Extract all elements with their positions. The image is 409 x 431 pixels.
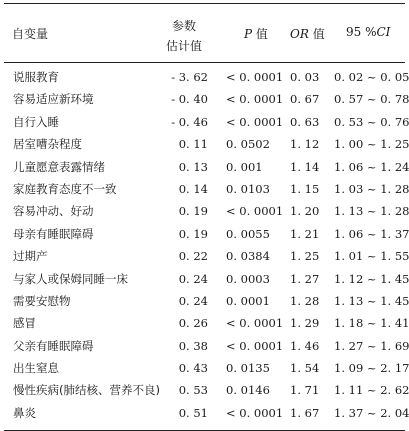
- table-row: [4, 245, 409, 267]
- cell-or-value: 1. 28: [290, 293, 320, 308]
- cell-ci: 1. 12 ~ 1. 45: [334, 271, 409, 286]
- table-row: [4, 357, 409, 379]
- cell-or-value: 0. 67: [290, 92, 320, 107]
- cell-variable: 出生窒息: [13, 361, 59, 376]
- cell-variable: 鼻炎: [13, 405, 36, 420]
- cell-ci: 1. 37 ~ 2. 04: [334, 405, 409, 420]
- header-p-suffix: 值: [255, 27, 268, 41]
- cell-or-value: 1. 54: [290, 361, 320, 376]
- header-ci: [346, 25, 390, 39]
- cell-variable: 与家人或保姆同睡一床: [13, 271, 128, 286]
- cell-or-value: 1. 15: [290, 181, 320, 196]
- cell-p-value: < 0. 0001: [226, 114, 284, 129]
- cell-or-value: 1. 25: [290, 249, 320, 264]
- cell-or-value: 0. 03: [290, 70, 320, 84]
- cell-p-value: < 0. 0001: [226, 204, 284, 219]
- header-variable: 自变量: [12, 27, 49, 41]
- header-estimate: [164, 16, 204, 56]
- cell-variable: 家庭教育态度不一致: [13, 181, 117, 196]
- cell-estimate: 0. 19: [178, 204, 208, 219]
- cell-or-value: 1. 46: [290, 338, 320, 353]
- cell-variable: 过期产: [13, 249, 48, 264]
- cell-variable: 容易冲动、好动: [13, 204, 94, 219]
- cell-variable: 居室嘈杂程度: [13, 137, 82, 152]
- cell-variable: 感冒: [13, 316, 36, 331]
- cell-ci: 1. 09 ~ 2. 17: [334, 361, 409, 376]
- cell-or-value: 1. 71: [290, 383, 320, 398]
- cell-estimate: 0. 14: [178, 181, 208, 196]
- cell-ci: 1. 18 ~ 1. 41: [334, 316, 409, 331]
- table-row: [4, 111, 409, 133]
- header-or-letter: OR: [290, 27, 309, 41]
- cell-ci: 1. 13 ~ 1. 45: [334, 293, 409, 308]
- cell-ci: 1. 01 ~ 1. 55: [334, 249, 409, 264]
- cell-estimate: 0. 51: [178, 405, 208, 420]
- cell-estimate: 0. 19: [178, 226, 208, 241]
- table-row: [4, 335, 409, 357]
- cell-p-value: 0. 0003: [226, 271, 270, 286]
- cell-p-value: 0. 0146: [226, 383, 270, 398]
- cell-ci: 1. 13 ~ 1. 28: [334, 204, 409, 219]
- cell-or-value: 1. 27: [290, 271, 320, 286]
- table-header: [4, 4, 405, 62]
- table-row: [4, 268, 409, 290]
- cell-variable: 母亲有睡眠障碍: [13, 226, 94, 241]
- table-row: [4, 88, 409, 110]
- table-row: [4, 200, 409, 222]
- header-or-value: [290, 25, 325, 42]
- cell-p-value: < 0. 0001: [226, 338, 284, 353]
- cell-p-value: 0. 001: [226, 159, 263, 174]
- cell-estimate: - 0. 40: [171, 92, 208, 107]
- cell-variable: 父亲有睡眠障碍: [13, 338, 94, 353]
- table-row: [4, 223, 409, 245]
- cell-p-value: 0. 0001: [226, 293, 270, 308]
- cell-ci: 1. 11 ~ 2. 62: [334, 383, 409, 398]
- cell-estimate: 0. 11: [178, 137, 208, 152]
- cell-estimate: 0. 13: [178, 159, 208, 174]
- table-row: [4, 312, 409, 334]
- table-row: [4, 379, 409, 401]
- cell-or-value: 1. 20: [290, 204, 320, 219]
- cell-p-value: 0. 0055: [226, 226, 270, 241]
- cell-estimate: - 0. 46: [171, 114, 208, 129]
- cell-or-value: 1. 14: [290, 159, 320, 174]
- cell-ci: 1. 03 ~ 1. 28: [334, 181, 409, 196]
- cell-p-value: 0. 0103: [226, 181, 270, 196]
- cell-p-value: 0. 0384: [226, 249, 270, 264]
- header-ci-prefix: 95 %: [346, 25, 377, 39]
- header-estimate-line2: 估计值: [165, 39, 202, 53]
- table-row: [4, 66, 409, 88]
- cell-p-value: < 0. 0001: [226, 92, 284, 107]
- cell-estimate: 0. 43: [178, 361, 208, 376]
- cell-ci: 1. 06 ~ 1. 24: [334, 159, 409, 174]
- header-p-value: [244, 25, 268, 42]
- cell-p-value: < 0. 0001: [226, 316, 284, 331]
- cell-p-value: < 0. 0001: [226, 405, 284, 420]
- cell-ci: 1. 00 ~ 1. 25: [334, 137, 409, 152]
- cell-or-value: 1. 12: [290, 137, 320, 152]
- cell-ci: 0. 57 ~ 0. 78: [334, 92, 409, 107]
- cell-variable: 说服教育: [13, 70, 59, 84]
- cell-variable: 容易适应新环境: [13, 92, 94, 107]
- header-p-letter: P: [244, 27, 253, 41]
- cell-variable: 儿童愿意表露情绪: [13, 159, 105, 174]
- table-row: [4, 402, 409, 424]
- header-ci-letter: CI: [376, 25, 391, 39]
- header-or-suffix: 值: [312, 27, 325, 41]
- cell-variable: 慢性疾病(肺结核、营养不良): [13, 383, 160, 398]
- table-row: [4, 133, 409, 155]
- table-row: [4, 178, 409, 200]
- cell-estimate: 0. 26: [178, 316, 208, 331]
- cell-or-value: 1. 29: [290, 316, 320, 331]
- cell-variable: 需要安慰物: [13, 293, 71, 308]
- cell-estimate: 0. 53: [178, 383, 208, 398]
- table-row: [4, 156, 409, 178]
- header-estimate-line1: 参数: [171, 19, 196, 33]
- cell-ci: 1. 27 ~ 1. 69: [334, 338, 409, 353]
- cell-or-value: 1. 67: [290, 405, 320, 420]
- table-row: [4, 290, 409, 312]
- cell-p-value: 0. 0502: [226, 137, 270, 152]
- cell-p-value: < 0. 0001: [226, 70, 284, 84]
- cell-ci: 0. 53 ~ 0. 76: [334, 114, 409, 129]
- cell-estimate: 0. 38: [178, 338, 208, 353]
- cell-p-value: 0. 0135: [226, 361, 270, 376]
- cell-or-value: 0. 63: [290, 114, 320, 129]
- cell-estimate: - 3. 62: [171, 70, 208, 84]
- cell-ci: 0. 02 ~ 0. 05: [334, 70, 409, 84]
- cell-or-value: 1. 21: [290, 226, 320, 241]
- cell-estimate: 0. 24: [178, 293, 208, 308]
- cell-ci: 1. 06 ~ 1. 37: [334, 226, 409, 241]
- regression-table: [4, 3, 409, 431]
- cell-estimate: 0. 24: [178, 271, 208, 286]
- cell-variable: 自行入睡: [13, 114, 59, 129]
- cell-estimate: 0. 22: [178, 249, 208, 264]
- table-body: [4, 63, 409, 430]
